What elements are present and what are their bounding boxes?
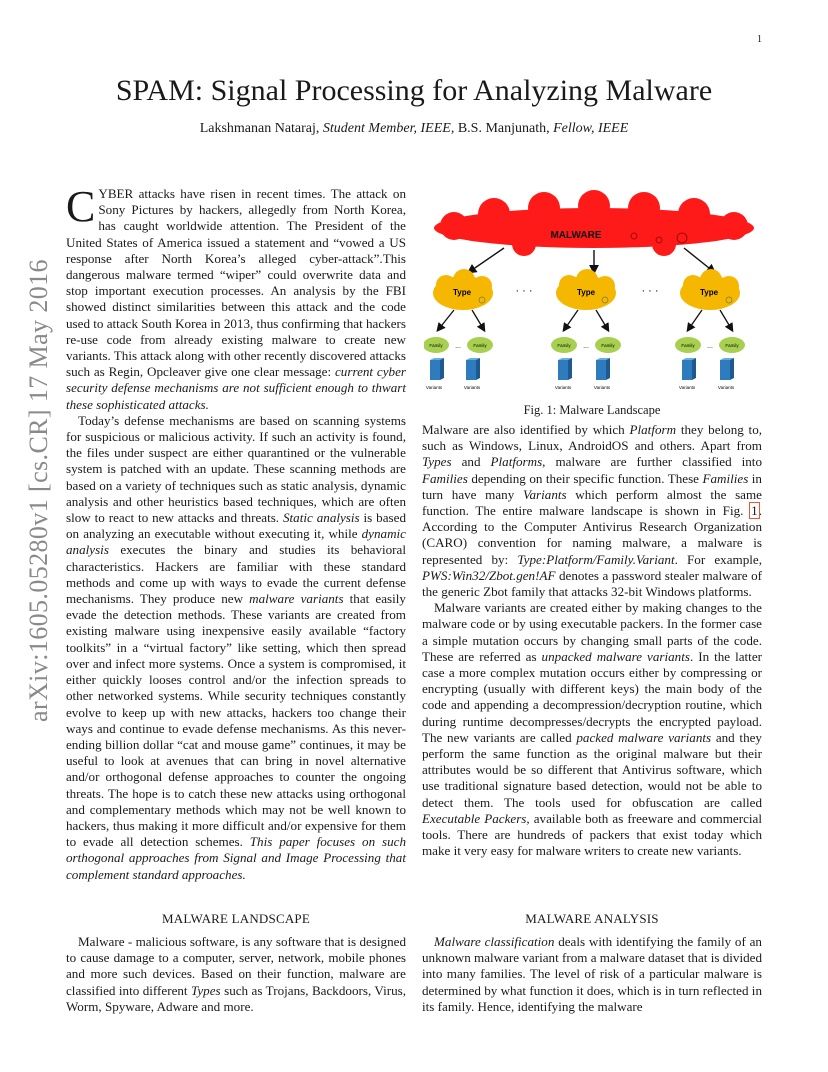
family-ellipsis: ...: [455, 343, 461, 350]
malware-cloud: [434, 190, 754, 256]
type-label-3: Type: [699, 288, 719, 297]
type-ellipsis-2: · · ·: [641, 285, 659, 297]
family-label: Family: [601, 343, 615, 348]
section-heading-analysis: MALWARE ANALYSIS: [525, 911, 659, 926]
family-label: Family: [557, 343, 571, 348]
author-role-2: Fellow, IEEE: [553, 121, 629, 136]
family-ellipsis: ...: [583, 343, 589, 350]
type-node-3: [680, 269, 740, 310]
type-ellipsis-1: · · ·: [515, 285, 533, 297]
paper-authors: [0, 121, 828, 137]
author-name-2: B.S. Manjunath,: [457, 121, 550, 136]
section-heading-landscape: MALWARE LANDSCAPE: [162, 911, 310, 926]
intro-paragraph-2: Today’s defense mechanisms are based on scanning systems for suspicious or malicious activity. If such an activity is found, the files under suspect are either quarantined or the vulnerable system is patched with an update. These scanning methods are based on a variety of techniques such as static analysis, dynamic analysis and other heuristics based techniques, which are often slow to react to new attacks and threats. Static analysis is based on analyzing an executable without executing it, while dynamic analysis executes the binary and studies its behavioral characteristics. Hackers are familiar with these standard methods and come up with ways to evade the current defense mechanisms. They produce new malware variants that easily evade the detection methods. These variants are created from existing malware using inexpensive easily available “factory toolkits” in a “virtual factory” like setting, which then spread over and infect more systems. Once a system is compromised, it either quickly looses control and/or the infection spreads to other networked systems. While security techniques constantly evolve to keep up with new attacks, hackers too change their ways and continue to evade defense mechanisms. As this never-ending billion dollar “cat and mouse game” continues, it may be useful to look at avenues that can bring in novel alternative and/or orthogonal defense approaches to counter the ongoing threats. The hope is to catch these new attacks using orthogonal and complementary methods which may not be well known to hackers, thus making it more difficult and/or expensive for them to evade all detection schemes. This paper focuses on such orthogonal approaches from Signal and Image Processing that complement standard approaches.: [66, 412, 406, 882]
type-node-1: [433, 269, 493, 310]
left-column: [66, 182, 406, 883]
analysis-paragraph: Malware classification deals with identifying the family of an unknown malware variant from a malware dataset that is divided into many families. The level of risk of a particular malware is determined by what function it does, which is in turn reflected in its family. Hence, identifying the malware: [422, 934, 762, 1014]
author-name-1: Lakshmanan Nataraj,: [199, 121, 320, 136]
variant-label: Variants: [463, 385, 481, 390]
family-label: Family: [681, 343, 695, 348]
right-column: [422, 422, 762, 859]
type-label-2: Type: [576, 288, 596, 297]
variant-label: Variants: [425, 385, 443, 390]
drop-cap: C: [66, 182, 96, 231]
landscape-paragraph: Malware - malicious software, is any software that is designed to cause damage to a computer, server, network, mobile phones and more such devices. Based on their function, malware are classified into different Types such as Trojans, Backdoors, Virus, Worm, Spyware, Adware and more.: [66, 934, 407, 1014]
figure-1-link[interactable]: 1: [751, 503, 758, 519]
variant-label: Variants: [717, 385, 735, 390]
malware-landscape-figure: [424, 190, 764, 396]
variant-label: Variants: [554, 385, 572, 390]
page-number: 1: [757, 34, 762, 45]
variant-label: Variants: [593, 385, 611, 390]
arxiv-sidebar-id: arXiv:1605.05280v1 [cs.CR] 17 May 2016: [24, 259, 53, 722]
variant-label: Variants: [678, 385, 696, 390]
family-label: Family: [473, 343, 487, 348]
variants-paragraph: Malware variants are created either by making changes to the malware code or by using executable packers. In the former case a simple mutation occurs by changing small parts of the code. These are referred as unpacked malware variants. In the latter case a more complex mutation occurs either by compressing or encrypting (usually with different keys) the main body of the code and appending a decompression/decryption routine, which during runtime decompresses/decrypts the encrypted payload. The new variants are called packed malware variants and they perform the same function as the original malware but their attributes would be so different that Antivirus software, which use traditional signature based detection, would not be able to detect them. The tools used for obfuscation are called Executable Packers, available both as freeware and commercial tools. There are hundreds of packers that exist today which make it very easy for malware writers to create new variants.: [422, 600, 763, 859]
figure-caption: Fig. 1: Malware Landscape: [523, 403, 661, 417]
intro-paragraph-1: CYBER attacks have risen in recent times. The attack on Sony Pictures by hackers, allegedly from North Korea, has caught worldwide attention. The President of the United States of America issued a statement and “vowed a US response after North Korea’s alleged cyber-attack”.This dangerous malware termed “wiper” could overwrite data and stop important execution processes. An analysis by the FBI showed distinct similarities between this attack and the code used to attack South Korea in 2013, thus confirming that hackers re-use code from already existing malware to create new variants. This attack along with other recently discovered attacks such as Regin, Opcleaver give one clear message: current cyber security defense mechanisms are not sufficient enough to thwart these sophisticated attacks.: [66, 182, 406, 412]
author-role-1: Student Member, IEEE,: [322, 121, 455, 136]
paper-title: SPAM: Signal Processing for Analyzing Malware: [115, 74, 713, 107]
family-label: Family: [429, 343, 443, 348]
family-ellipsis: ...: [707, 343, 713, 350]
type-label-1: Type: [452, 288, 472, 297]
type-node-2: [556, 269, 616, 310]
cloud-label: MALWARE: [550, 230, 602, 241]
platform-paragraph: Malware are also identified by which Platform they belong to, such as Windows, Linux, AndroidOS and others. Apart from Types and Platforms, malware are further classified into Families depending on their specific function. These Families in turn have many Variants which perform almost the same function. The entire malware landscape is shown in Fig. 1. According to the Computer Antivirus Research Organization (CARO) convention for naming malware, a malware is represented by: Type:Platform/Family.Variant. For example, PWS:Win32/Zbot.gen!AF denotes a password stealer malware of the generic Zbot family that attacks 32-bit Windows platforms.: [422, 422, 763, 600]
family-label: Family: [725, 343, 739, 348]
variant-nodes: [430, 358, 734, 380]
